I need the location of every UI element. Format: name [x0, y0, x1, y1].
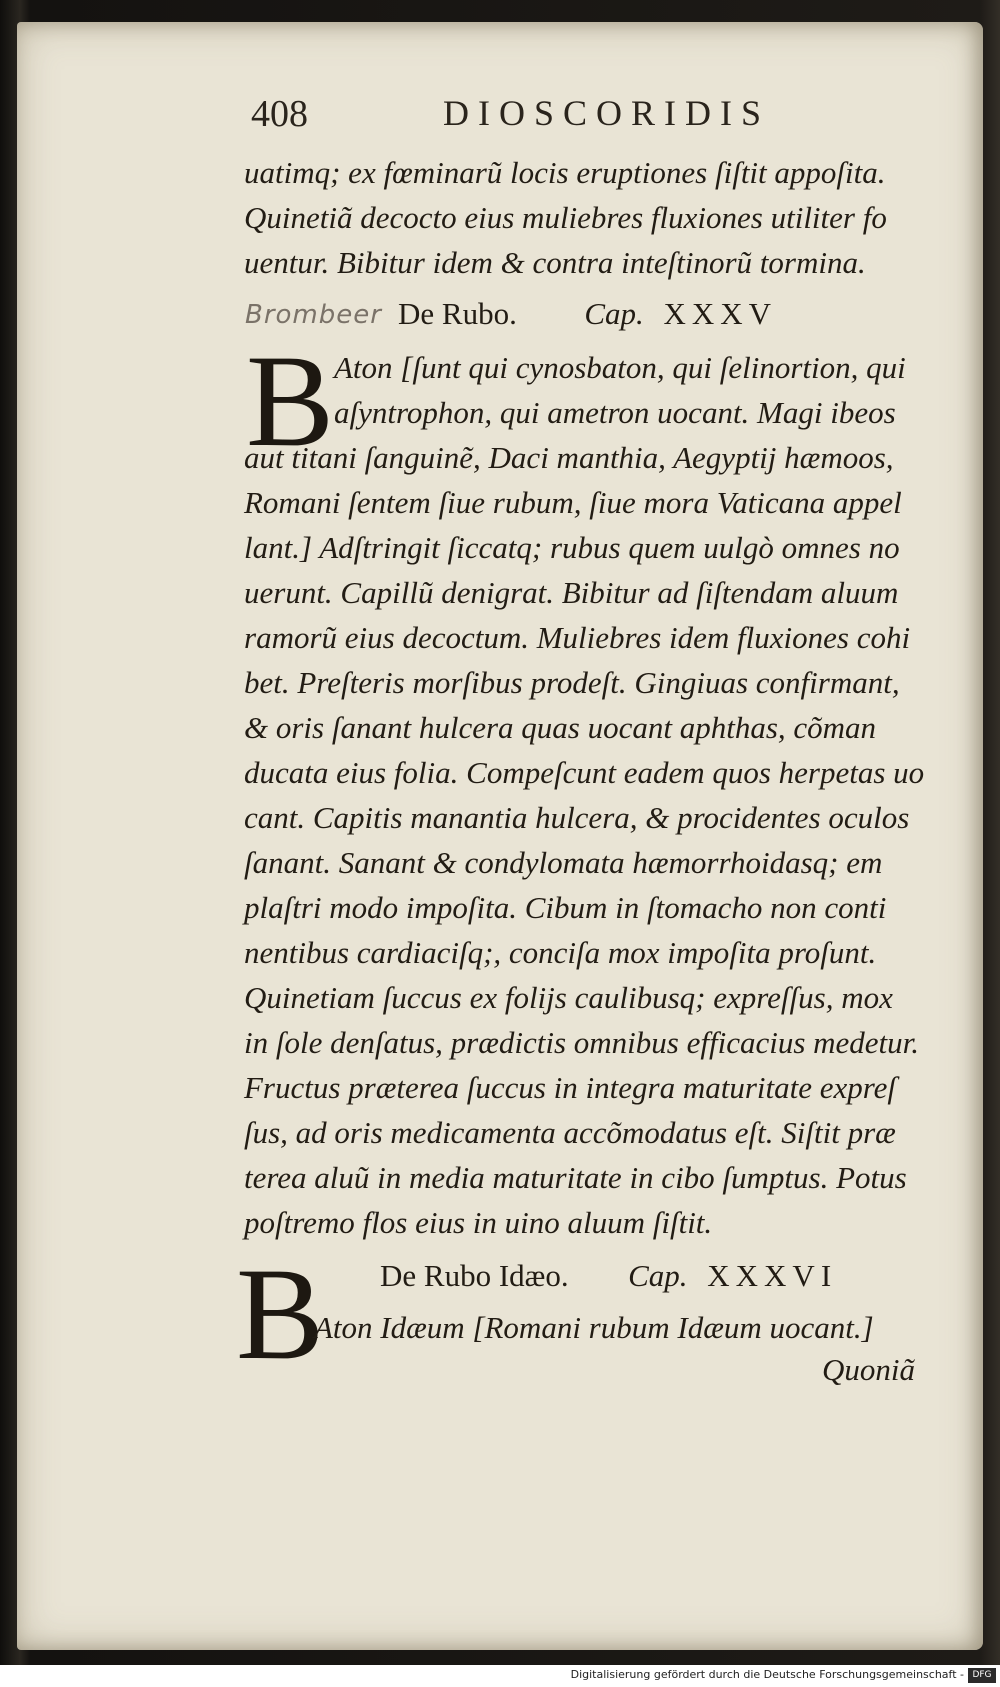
text-line: cant. Capitis manantia hulcera, & procidentes oculos: [244, 800, 910, 835]
chapter-title: De Rubo.: [398, 296, 517, 331]
text-line: nentibus cardiaciſq;, conciſa mox impoſita proſunt.: [244, 935, 877, 970]
chapter-number: XXXVI: [707, 1258, 838, 1293]
text-line: in ſole denſatus, prædictis omnibus efficacius medetur.: [244, 1025, 920, 1060]
page-header: [235, 92, 895, 152]
chapter-body: [244, 435, 956, 1245]
text-line: terea aluũ in media maturitate in cibo ſumptus. Potus: [244, 1160, 907, 1195]
text-line: & oris ſanant hulcera quas uocant aphthas, cõman: [244, 710, 877, 745]
catchword: Quoniã: [822, 1352, 915, 1387]
drop-cap: B: [236, 1240, 325, 1387]
text-line: aſyntrophon, qui ametron uocant. Magi ibeos: [334, 395, 896, 430]
chapter-title: De Rubo Idæo.: [380, 1258, 569, 1293]
chapter-cap-label: Cap.: [584, 296, 644, 331]
text-line: ſanant. Sanant & condylomata hæmorrhoidasq; em: [244, 845, 883, 880]
text-line: Aton [ſunt qui cynosbaton, qui ſelinortion, qui: [334, 350, 906, 385]
chapter-number: XXXV: [663, 296, 778, 331]
intro-paragraph: [244, 150, 956, 285]
text-line: Quinetiam ſuccus ex folijs caulibusq; expreſſus, mox: [244, 980, 893, 1015]
text-line: lant.] Adſtringit ſiccatq; rubus quem uulgò omnes no: [244, 530, 900, 565]
chapter-first-lines: [334, 345, 954, 435]
text-line: Aton Idæum [Romani rubum Idæum uocant.]: [314, 1310, 874, 1345]
text-line: Fructus præterea ſuccus in integra maturitate expreſ: [244, 1070, 897, 1105]
drop-cap: B: [246, 327, 335, 474]
text-line: aut titani ſanguinẽ, Daci manthia, Aegyptij hæmoos,: [244, 440, 894, 475]
text-line: uatimq; ex fœminarũ locis eruptiones ſiſtit appoſita.: [244, 155, 886, 190]
text-line: ſus, ad oris medicamenta accõmodatus eſt. Siſtit præ: [244, 1115, 896, 1150]
text-line: ducata eius folia. Compeſcunt eadem quos herpetas uo: [244, 755, 925, 790]
text-line: ramorũ eius decoctum. Muliebres idem fluxiones cohi: [244, 620, 911, 655]
text-line: plaſtri modo impoſita. Cibum in ſtomacho non conti: [244, 890, 887, 925]
footer-bar: [0, 1665, 1000, 1687]
running-title: DIOSCORIDIS: [443, 93, 771, 133]
chapter-heading: [380, 1258, 837, 1304]
handwritten-marginalia: Brombeer: [245, 300, 382, 330]
text-line: bet. Preſteris morſibus prodeſt. Gingiuas confirmant,: [244, 665, 900, 700]
text-line: Quinetiã decocto eius muliebres fluxiones utiliter fo: [244, 200, 887, 235]
chapter-first-lines: [314, 1305, 954, 1350]
text-line: uerunt. Capillũ denigrat. Bibitur ad ſiſtendam aluum: [244, 575, 899, 610]
dfg-logo-icon: DFG: [968, 1668, 996, 1683]
digitization-credit: Digitalisierung gefördert durch die Deutsche Forschungsgemeinschaft -: [570, 1668, 964, 1681]
page-number: 408: [251, 93, 308, 135]
text-line: Romani ſentem ſiue rubum, ſiue mora Vaticana appel: [244, 485, 902, 520]
chapter-cap-label: Cap.: [628, 1258, 688, 1293]
text-line: uentur. Bibitur idem & contra inteſtinorũ tormina.: [244, 245, 866, 280]
text-line: poſtremo flos eius in uino aluum ſiſtit.: [244, 1205, 713, 1240]
chapter-heading: [398, 296, 777, 342]
